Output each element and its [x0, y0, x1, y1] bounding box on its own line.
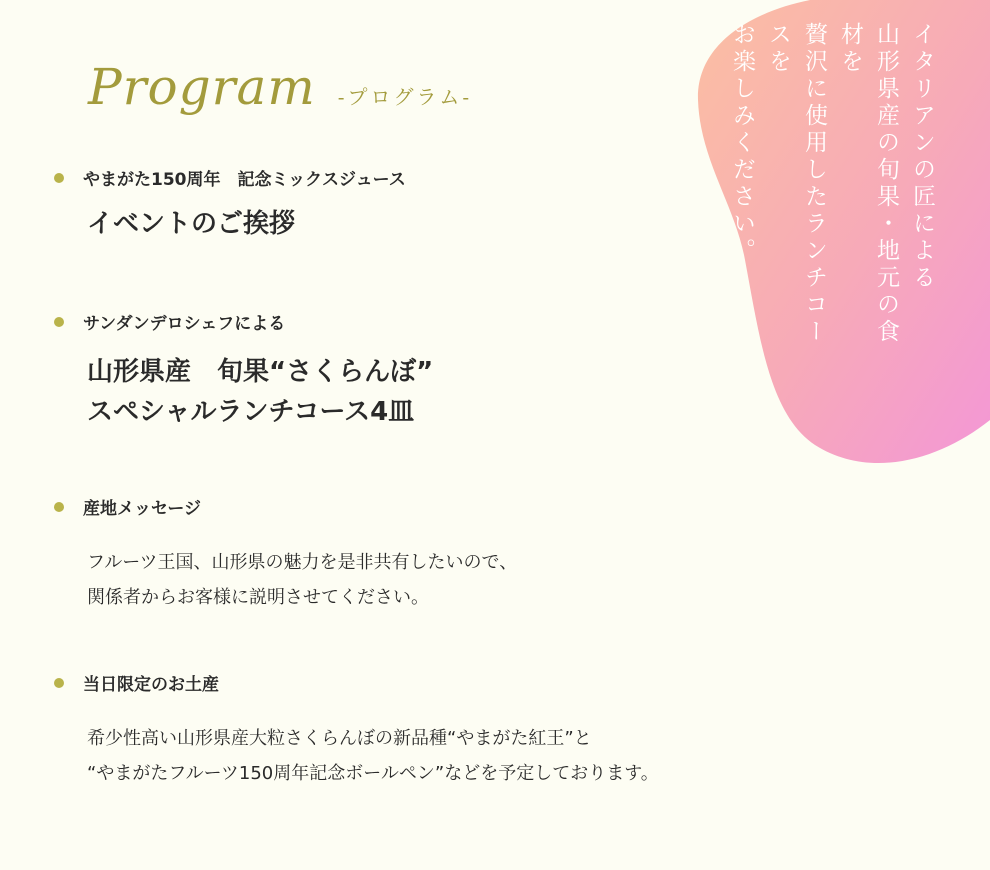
side-note-line: イタリアンの匠による — [909, 22, 935, 292]
item-heading — [54, 309, 433, 334]
page-title: Program — [88, 58, 316, 116]
side-note — [724, 22, 940, 352]
side-note-line: お楽しみください。 — [729, 22, 755, 265]
item-heading — [54, 165, 406, 190]
item-title-line: スペシャルランチコース4皿 — [87, 397, 415, 427]
side-note-line: 贅沢に使用したランチコースを — [765, 22, 827, 346]
program-item-message — [54, 494, 517, 615]
item-heading-text: 当日限定のお土産 — [83, 675, 219, 695]
bullet-icon — [54, 678, 64, 688]
item-heading-text: 産地メッセージ — [83, 499, 201, 519]
program-header — [88, 58, 472, 116]
program-item-lunch — [54, 309, 433, 432]
program-item-juice — [54, 165, 406, 244]
bullet-icon — [54, 173, 64, 183]
item-body-line: フルーツ王国、山形県の魅力を是非共有したいので、 — [87, 552, 518, 573]
item-body — [87, 721, 659, 791]
item-heading-text: やまがた150周年 記念ミックスジュース — [83, 170, 406, 190]
program-item-souvenir — [54, 670, 659, 791]
item-heading-text: サンダンデロシェフによる — [83, 314, 286, 334]
item-body-line: “やまがたフルーツ150周年記念ボールペン”などを予定しております。 — [87, 763, 659, 784]
page-subtitle: -プログラム- — [337, 85, 473, 109]
bullet-icon — [54, 502, 64, 512]
item-title — [87, 204, 406, 244]
item-body-line: 希少性高い山形県産大粒さくらんぼの新品種“やまがた紅王”と — [87, 728, 592, 749]
item-title — [87, 352, 433, 432]
item-title-line: イベントのご挨拶 — [87, 209, 296, 239]
side-note-line: 山形県産の旬果・地元の食材を — [837, 22, 899, 346]
bullet-icon — [54, 317, 64, 327]
item-heading — [54, 670, 659, 695]
item-body — [87, 545, 517, 615]
item-body-line: 関係者からお客様に説明させてください。 — [87, 587, 429, 608]
item-title-line: 山形県産 旬果“さくらんぼ” — [87, 357, 434, 387]
item-heading — [54, 494, 517, 519]
